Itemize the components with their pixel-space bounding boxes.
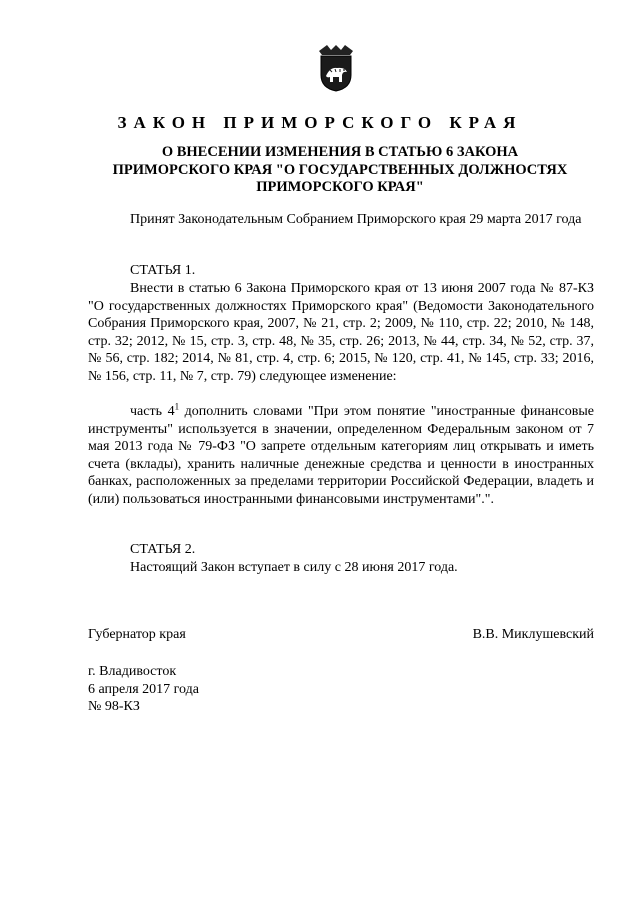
document-footer — [88, 663, 199, 716]
change-text: дополнить словами "При этом понятие "иностранные финансовые инструменты" используется в значении, определенном Федеральным законом от 7 мая 2013 года № 79-ФЗ "О запрете отдельным категориям лиц открывать и иметь счета (вклады), хранить наличные денежные средства и ценности в иностранных банках, расположенных за пределами территории Российской Федерации, владеть и (или) пользоваться иностранными финансовыми инструментами".". — [88, 404, 594, 507]
law-title: ЗАКОН ПРИМОРСКОГО КРАЯ — [117, 113, 523, 132]
footer-city: г. Владивосток — [88, 664, 177, 679]
subtitle-line: ПРИМОРСКОГО КРАЯ" — [256, 179, 424, 195]
footer-date: 6 апреля 2017 года — [88, 681, 199, 697]
law-subtitle — [80, 144, 600, 197]
change-superscript: 1 — [174, 401, 180, 412]
footer-number: № 98-КЗ — [88, 699, 140, 715]
article-1-change — [88, 403, 594, 509]
subtitle-line: ПРИМОРСКОГО КРАЯ "О ГОСУДАРСТВЕННЫХ ДОЛЖНОСТЯХ — [112, 161, 568, 178]
coat-of-arms-emblem — [316, 44, 356, 92]
article-2-heading: СТАТЬЯ 2. — [130, 542, 196, 557]
article-1-intro: Внести в статью 6 Закона Приморского края от 13 июня 2007 года № 87-КЗ "О государственных должностях Приморского края" (Ведомости Законодательного Собрания Приморского края, 2007, № 21, стр. 2; 2009, № 110, стр. 22; 2010, № 148, стр. 32; 2012, № 15, стр. 3, стр. 48, № 35, стр. 26; 2013, № 44, стр. 34, № 52, стр. 37, № 56, стр. 182; 2014, № 81, стр. 4, стр. 6; 2015, № 120, стр. 41, № 145, стр. 33; 2016, № 156, стр. 11, № 7, стр. 79) следующее изменение: — [88, 281, 594, 384]
subtitle-line: О ВНЕСЕНИИ ИЗМЕНЕНИЯ В СТАТЬЮ 6 ЗАКОНА — [161, 144, 519, 160]
signatory-name: В.В. Миклушевский — [472, 627, 594, 642]
adoption-note: Принят Законодательным Собранием Приморского края 29 марта 2017 года — [130, 212, 582, 227]
signatory-position: Губернатор края — [88, 627, 186, 642]
change-prefix: часть 4 — [130, 404, 175, 419]
article-1-heading: СТАТЬЯ 1. — [130, 263, 196, 278]
article-2-text: Настоящий Закон вступает в силу с 28 июня 2017 года. — [130, 560, 458, 575]
